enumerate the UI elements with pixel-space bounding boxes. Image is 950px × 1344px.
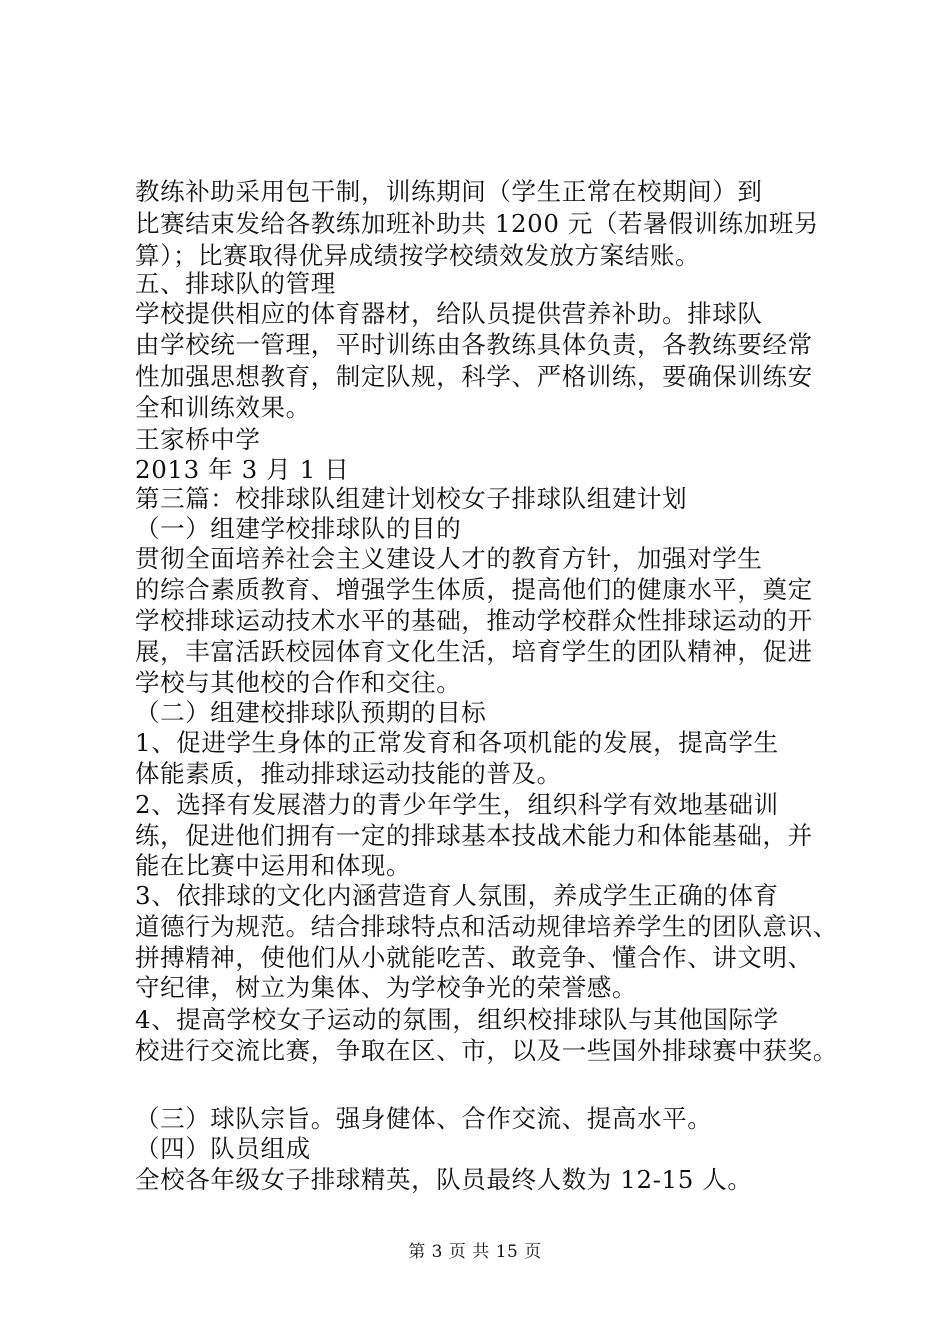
- section-heading: 五、排球队的管理: [135, 269, 336, 298]
- paragraph-line: 算）；比赛取得优异成绩按学校绩效发放方案结账。: [135, 241, 701, 270]
- chapter-heading: 第三篇：校排球队组建计划校女子排球队组建计划: [135, 484, 688, 513]
- paragraph-line: 1、促进学生身体的正常发育和各项机能的发展，提高学生: [135, 728, 779, 757]
- paragraph-line: 守纪律，树立为集体、为学校争光的荣誉感。: [135, 973, 637, 1002]
- paragraph-line: 2、选择有发展潜力的青少年学生，组织科学有效地基础训: [135, 790, 779, 819]
- signature-date: 2013 年 3 月 1 日: [135, 455, 350, 484]
- paragraph-line: 练，促进他们拥有一定的排球基本技战术能力和体能基础，并: [135, 821, 813, 850]
- paragraph-line: 4、提高学校女子运动的氛围，组织校排球队与其他国际学: [135, 1005, 779, 1034]
- section-heading: （一）组建学校排球队的目的: [135, 514, 462, 543]
- page-number-footer: 第 3 页 共 15 页: [408, 1242, 542, 1262]
- paragraph-line: 的综合素质教育、增强学生体质，提高他们的健康水平，奠定: [135, 575, 813, 604]
- paragraph-line: 学校与其他校的合作和交往。: [135, 668, 462, 697]
- paragraph-line: 由学校统一管理，平时训练由各教练具体负责，各教练要经常: [135, 330, 813, 359]
- paragraph-line: 3、依排球的文化内涵营造育人氛围，养成学生正确的体育: [135, 881, 779, 910]
- paragraph-line: 贯彻全面培养社会主义建设人才的教育方针，加强对学生: [135, 544, 763, 573]
- paragraph-line: 展，丰富活跃校园体育文化生活，培育学生的团队精神，促进: [135, 637, 813, 666]
- paragraph-line: 能在比赛中运用和体现。: [135, 851, 412, 880]
- paragraph-line: 比赛结束发给各教练加班补助共 1200 元（若暑假训练加班另: [135, 209, 819, 238]
- paragraph-line: 校进行交流比赛，争取在区、市，以及一些国外排球赛中获奖。: [135, 1036, 838, 1065]
- signature-school: 王家桥中学: [135, 425, 261, 454]
- paragraph-line: 全校各年级女子排球精英，队员最终人数为 12-15 人。: [135, 1165, 753, 1194]
- paragraph-line: 学校提供相应的体育器材，给队员提供营养补助。排球队: [135, 299, 763, 328]
- section-heading: （四）队员组成: [135, 1134, 311, 1163]
- section-heading: （三）球队宗旨。强身健体、合作交流、提高水平。: [135, 1104, 713, 1133]
- paragraph-line: 教练补助采用包干制，训练期间（学生正常在校期间）到: [135, 177, 763, 206]
- paragraph-line: 性加强思想教育，制定队规，科学、严格训练，要确保训练安: [135, 362, 813, 391]
- paragraph-line: 体能素质，推动排球运动技能的普及。: [135, 759, 562, 788]
- paragraph-line: 道德行为规范。结合排球特点和活动规律培养学生的团队意识、: [135, 912, 838, 941]
- paragraph-line: 学校排球运动技术水平的基础，推动学校群众性排球运动的开: [135, 606, 813, 635]
- section-heading: （二）组建校排球队预期的目标: [135, 698, 487, 727]
- paragraph-line: 拼搏精神，使他们从小就能吃苦、敢竞争、懂合作、讲文明、: [135, 943, 813, 972]
- paragraph-line: 全和训练效果。: [135, 393, 311, 422]
